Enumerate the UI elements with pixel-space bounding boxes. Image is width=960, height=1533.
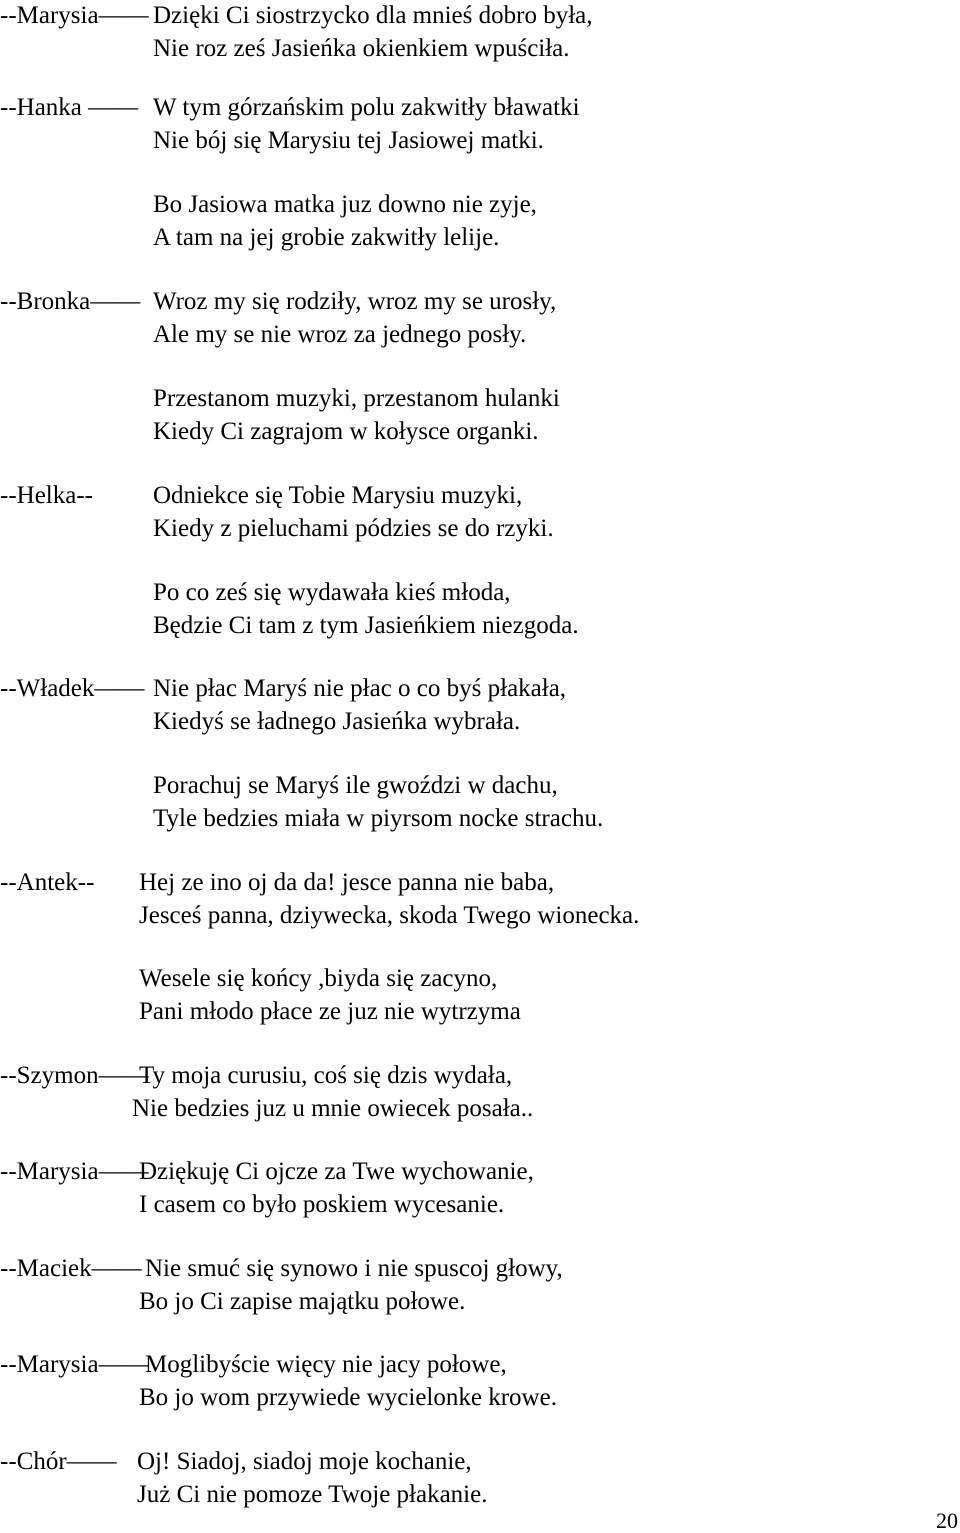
speaker-label: --Hanka ——	[0, 94, 139, 121]
speaker-label: --Chór——	[0, 1448, 117, 1475]
verse-line: Bo jo wom przywiede wycielonke krowe.	[139, 1384, 557, 1411]
verse-line: Oj! Siadoj, siadoj moje kochanie,	[137, 1448, 472, 1475]
verse-line: Nie bedzies juz u mnie owiecek posała..	[132, 1095, 534, 1122]
verse-line: I casem co było poskiem wycesanie.	[139, 1191, 505, 1218]
verse-line: Tyle bedzies miała w piyrsom nocke strachu.	[153, 805, 604, 832]
verse-line: Wroz my się rodziły, wroz my se urosły,	[153, 288, 557, 315]
speaker-label: --Szymon——	[0, 1062, 149, 1089]
verse-line: Dziękuję Ci ojcze za Twe wychowanie,	[139, 1158, 534, 1185]
verse-line: Nie roz ześ Jasieńka okienkiem wpuściła.	[153, 35, 570, 62]
verse-line: Kiedy z pieluchami pódzies se do rzyki.	[153, 515, 554, 542]
verse-line: Pani młodo płace ze juz nie wytrzyma	[139, 998, 521, 1025]
page-number: 20	[936, 1508, 958, 1533]
verse-line: Nie płac Maryś nie płac o co byś płakała,	[153, 675, 567, 702]
verse-line: Po co ześ się wydawała kieś młoda,	[153, 579, 511, 606]
verse-line: Jesceś panna, dziywecka, skoda Twego wionecka.	[139, 902, 640, 929]
verse-line: Dzięki Ci siostrzycko dla mnieś dobro była,	[153, 2, 593, 29]
verse-line: W tym górzańskim polu zakwitły bławatki	[153, 94, 580, 121]
verse-line: Już Ci nie pomoze Twoje płakanie.	[137, 1481, 488, 1508]
verse-line: Hej ze ino oj da da! jesce panna nie baba,	[139, 869, 555, 896]
speaker-label: --Bronka——	[0, 288, 141, 315]
speaker-label: --Maciek——	[0, 1255, 142, 1282]
verse-line: Ale my se nie wroz za jednego posły.	[153, 321, 527, 348]
verse-line: Będzie Ci tam z tym Jasieńkiem niezgoda.	[153, 612, 579, 639]
verse-line: Kiedyś se ładnego Jasieńka wybrała.	[153, 708, 521, 735]
verse-line: Kiedy Ci zagrajom w kołysce organki.	[153, 418, 539, 445]
speaker-label: --Helka--	[0, 482, 93, 509]
verse-line: Nie bój się Marysiu tej Jasiowej matki.	[153, 127, 544, 154]
verse-line: Bo jo Ci zapise majątku połowe.	[139, 1288, 466, 1315]
verse-line: Ty moja curusiu, coś się dzis wydała,	[139, 1062, 513, 1089]
verse-line: Moglibyście więcy nie jacy połowe,	[145, 1351, 507, 1378]
speaker-label: --Władek——	[0, 675, 145, 702]
verse-line: Bo Jasiowa matka juz downo nie zyje,	[153, 191, 537, 218]
verse-line: Porachuj se Maryś ile gwoździ w dachu,	[153, 772, 558, 799]
speaker-label: --Marysia——	[0, 2, 149, 29]
speaker-label: --Marysia——	[0, 1351, 149, 1378]
speaker-label: --Antek--	[0, 869, 95, 896]
verse-line: Przestanom muzyki, przestanom hulanki	[153, 385, 560, 412]
speaker-label: --Marysia——	[0, 1158, 149, 1185]
verse-line: Odniekce się Tobie Marysiu muzyki,	[153, 482, 523, 509]
verse-line: Nie smuć się synowo i nie spuscoj głowy,	[145, 1255, 563, 1282]
verse-line: Wesele się końcy ,biyda się zacyno,	[139, 965, 498, 992]
verse-line: A tam na jej grobie zakwitły lelije.	[153, 224, 500, 251]
